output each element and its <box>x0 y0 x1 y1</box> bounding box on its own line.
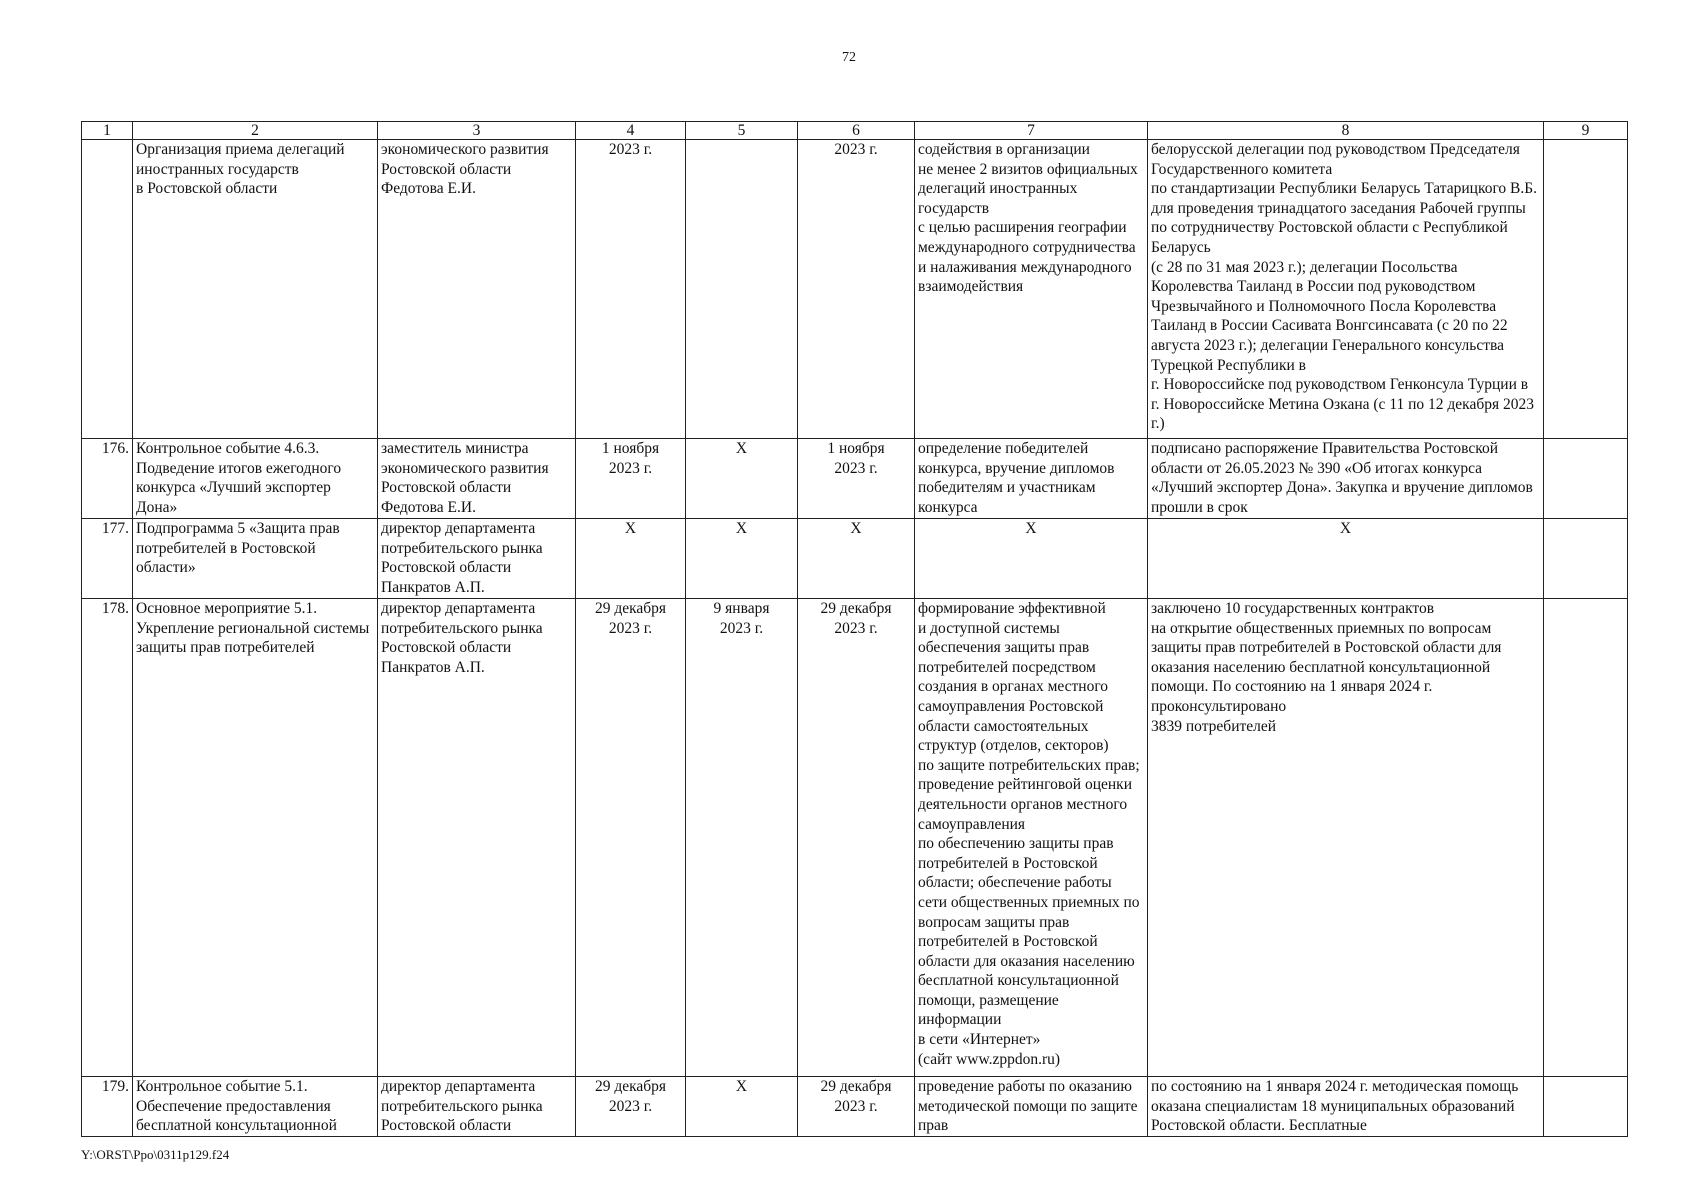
column-number: 6 <box>798 122 915 140</box>
notes <box>1544 140 1628 439</box>
planned-date: 29 декабря 2023 г. <box>576 1077 686 1137</box>
column-number: 2 <box>133 122 378 140</box>
table-row <box>82 1077 1628 1137</box>
actual-result: подписано распоряжение Правительства Ростовской области от 26.05.2023 № 390 «Об итогах конкурса «Лучший экспортер Дона». Закупка и вручение дипломов прошли в срок <box>1148 439 1544 519</box>
event-name: Контрольное событие 5.1. Обеспечение предоставления бесплатной консультационной <box>133 1077 378 1137</box>
responsible-person: директор департамента потребительского рынка Ростовской области <box>378 1077 576 1137</box>
actual-start-date: X <box>686 439 798 519</box>
responsible-person: экономического развития Ростовской области Федотова Е.И. <box>378 140 576 439</box>
row-number: 178. <box>82 599 133 1077</box>
planned-date: 2023 г. <box>576 140 686 439</box>
actual-end-date: 29 декабря 2023 г. <box>798 1077 915 1137</box>
column-number: 9 <box>1544 122 1628 140</box>
actual-end-date: 29 декабря 2023 г. <box>798 599 915 1077</box>
column-number: 4 <box>576 122 686 140</box>
actual-result: заключено 10 государственных контрактов на открытие общественных приемных по вопросам защиты прав потребителей в Ростовской области для оказания населению бесплатной консультационной помощи. По состоянию на 1 января 2024 г. проконсультировано 3839 потребителей <box>1148 599 1544 1077</box>
planned-date: 1 ноября 2023 г. <box>576 439 686 519</box>
responsible-person: заместитель министра экономического развития Ростовской области Федотова Е.И. <box>378 439 576 519</box>
event-name: Организация приема делегаций иностранных государств в Ростовской области <box>133 140 378 439</box>
column-number: 3 <box>378 122 576 140</box>
notes <box>1544 599 1628 1077</box>
responsible-person: директор департамента потребительского рынка Ростовской области Панкратов А.П. <box>378 519 576 599</box>
row-number: 177. <box>82 519 133 599</box>
planned-date: X <box>576 519 686 599</box>
actual-start-date: 9 января 2023 г. <box>686 599 798 1077</box>
report-table <box>81 121 1628 1137</box>
row-number <box>82 140 133 439</box>
page-number: 72 <box>842 50 856 65</box>
row-number: 179. <box>82 1077 133 1137</box>
actual-start-date: X <box>686 519 798 599</box>
actual-result: по состоянию на 1 января 2024 г. методическая помощь оказана специалистам 18 муниципальных образований Ростовской области. Бесплатные <box>1148 1077 1544 1137</box>
planned-result: формирование эффективной и доступной системы обеспечения защиты прав потребителей посредством создания в органах местного самоуправления Ростовской области самостоятельных структур (отделов, секторов) по защите потребительских прав; проведение рейтинговой оценки деятельности органов местного самоуправления по обеспечению защиты прав потребителей в Ростовской области; обеспечение работы сети общественных приемных по вопросам защиты прав потребителей в Ростовской области для оказания населению бесплатной консультационной помощи, размещение информации в сети «Интернет» (сайт www.zppdon.ru) <box>915 599 1148 1077</box>
notes <box>1544 439 1628 519</box>
event-name: Основное мероприятие 5.1. Укрепление региональной системы защиты прав потребителей <box>133 599 378 1077</box>
actual-start-date <box>686 140 798 439</box>
table-row <box>82 519 1628 599</box>
row-number: 176. <box>82 439 133 519</box>
table-row <box>82 439 1628 519</box>
planned-result: X <box>915 519 1148 599</box>
responsible-person: директор департамента потребительского рынка Ростовской области Панкратов А.П. <box>378 599 576 1077</box>
table-row <box>82 599 1628 1077</box>
planned-result: проведение работы по оказанию методической помощи по защите прав <box>915 1077 1148 1137</box>
actual-end-date: 1 ноября 2023 г. <box>798 439 915 519</box>
column-number: 7 <box>915 122 1148 140</box>
notes <box>1544 519 1628 599</box>
column-number-row <box>82 122 1628 140</box>
planned-date: 29 декабря 2023 г. <box>576 599 686 1077</box>
column-number: 8 <box>1148 122 1544 140</box>
event-name: Подпрограмма 5 «Защита прав потребителей в Ростовской области» <box>133 519 378 599</box>
actual-result: X <box>1148 519 1544 599</box>
actual-result: белорусской делегации под руководством Председателя Государственного комитета по стандартизации Республики Беларусь Татарицкого В.Б. для проведения тринадцатого заседания Рабочей группы по сотрудничеству Ростовской области с Республикой Беларусь (с 28 по 31 мая 2023 г.); делегации Посольства Королевства Таиланд в России под руководством Чрезвычайного и Полномочного Посла Королевства Таиланд в России Сасивата Вонгсинсавата (с 20 по 22 августа 2023 г.); делегации Генерального консульства Турецкой Республики в г. Новороссийске под руководством Генконсула Турции в г. Новороссийске Метина Озкана (с 11 по 12 декабря 2023 г.) <box>1148 140 1544 439</box>
column-number: 5 <box>686 122 798 140</box>
planned-result: содействия в организации не менее 2 визитов официальных делегаций иностранных государств с целью расширения географии международного сотрудничества и налаживания международного взаимодействия <box>915 140 1148 439</box>
planned-result: определение победителей конкурса, вручение дипломов победителям и участникам конкурса <box>915 439 1148 519</box>
table-row <box>82 140 1628 439</box>
actual-end-date: 2023 г. <box>798 140 915 439</box>
notes <box>1544 1077 1628 1137</box>
actual-start-date: X <box>686 1077 798 1137</box>
actual-end-date: X <box>798 519 915 599</box>
event-name: Контрольное событие 4.6.3. Подведение итогов ежегодного конкурса «Лучший экспортер Дона» <box>133 439 378 519</box>
column-number: 1 <box>82 122 133 140</box>
file-path-footer: Y:\ORST\Ppo\0311p129.f24 <box>81 1147 230 1162</box>
